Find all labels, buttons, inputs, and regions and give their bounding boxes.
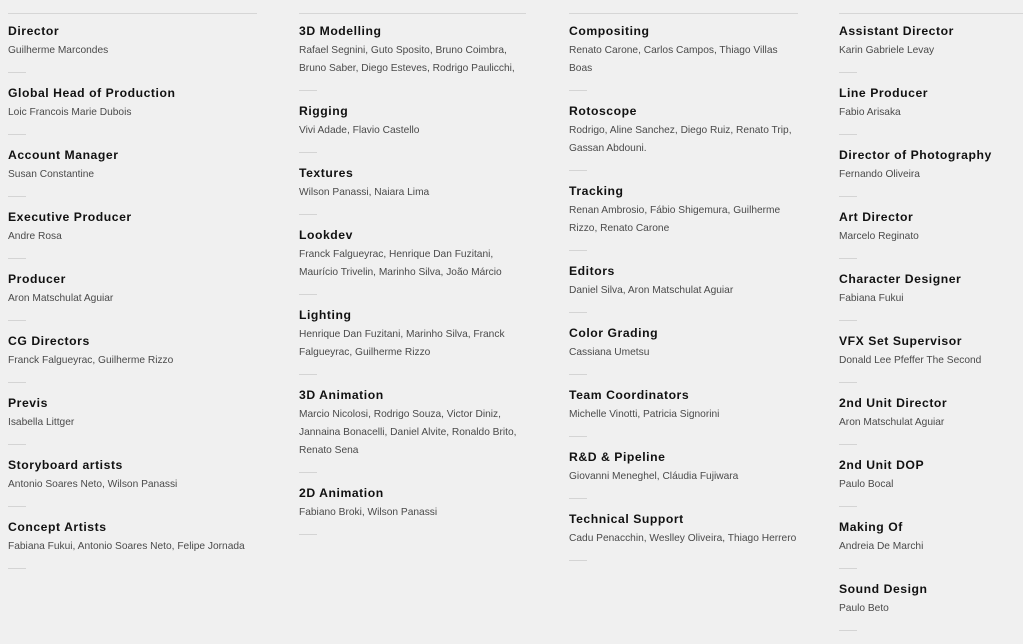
- credit-entry: [8, 272, 257, 321]
- credit-role: Lookdev: [299, 228, 353, 242]
- credit-role: Character Designer: [839, 272, 962, 286]
- separator: [839, 568, 857, 569]
- credit-entry: [569, 264, 798, 313]
- credit-entry: [839, 272, 1023, 321]
- credit-role: Team Coordinators: [569, 388, 690, 402]
- separator: [299, 90, 317, 91]
- credit-entry: [8, 334, 257, 383]
- credit-role: Account Manager: [8, 148, 119, 162]
- separator: [299, 294, 317, 295]
- credit-entry: [839, 24, 1023, 73]
- credit-role: Tracking: [569, 184, 624, 198]
- credit-entry: [299, 166, 526, 215]
- credit-role: Making Of: [839, 520, 903, 534]
- credit-names: Aron Matschulat Aguiar: [839, 417, 945, 428]
- credit-entry: [299, 228, 526, 295]
- credit-role: Art Director: [839, 210, 914, 224]
- credit-names: Rafael Segnini, Guto Sposito, Bruno Coimbra, Bruno Saber, Diego Esteves, Rodrigo Paulicchi,: [299, 45, 515, 74]
- separator: [839, 444, 857, 445]
- credit-names: Franck Falgueyrac, Henrique Dan Fuzitani, Maurício Trivelin, Marinho Silva, João Márcio: [299, 249, 502, 278]
- credit-role: Director: [8, 24, 60, 38]
- separator: [299, 374, 317, 375]
- credit-names: Guilherme Marcondes: [8, 45, 109, 56]
- credit-role: Color Grading: [569, 326, 659, 340]
- credit-entry: [569, 184, 798, 251]
- credit-names: Donald Lee Pfeffer The Second: [839, 355, 982, 366]
- separator: [569, 498, 587, 499]
- separator: [8, 568, 26, 569]
- credit-entry: [299, 104, 526, 153]
- credit-names: Henrique Dan Fuzitani, Marinho Silva, Franck Falgueyrac, Guilherme Rizzo: [299, 329, 505, 358]
- credit-entry: [839, 86, 1023, 135]
- credit-entry: [8, 396, 257, 445]
- credit-names: Renan Ambrosio, Fábio Shigemura, Guilherme Rizzo, Renato Carone: [569, 205, 781, 234]
- credit-names: Marcio Nicolosi, Rodrigo Souza, Victor Diniz, Jannaina Bonacelli, Daniel Alvite, Ronaldo Brito, Renato Sena: [299, 409, 517, 456]
- credit-entry: [839, 396, 1023, 445]
- credit-role: Storyboard artists: [8, 458, 123, 472]
- credit-role: 3D Modelling: [299, 24, 382, 38]
- credits-column-4: [839, 0, 1023, 644]
- credit-names: Susan Constantine: [8, 169, 95, 180]
- credit-entry: [8, 210, 257, 259]
- credit-entry: [299, 24, 526, 91]
- credit-names: Marcelo Reginato: [839, 231, 919, 242]
- credit-role: Technical Support: [569, 512, 684, 526]
- separator: [8, 506, 26, 507]
- credit-entry: [569, 450, 798, 499]
- separator: [8, 134, 26, 135]
- separator: [8, 382, 26, 383]
- separator: [8, 320, 26, 321]
- separator: [299, 152, 317, 153]
- credit-names: Antonio Soares Neto, Wilson Panassi: [8, 479, 178, 490]
- credit-entry: [839, 210, 1023, 259]
- credit-names: Franck Falgueyrac, Guilherme Rizzo: [8, 355, 174, 366]
- credit-role: Director of Photography: [839, 148, 992, 162]
- separator: [8, 444, 26, 445]
- credit-role: Global Head of Production: [8, 86, 176, 100]
- separator: [569, 560, 587, 561]
- credit-names: Cassiana Umetsu: [569, 347, 650, 358]
- credit-role: Sound Design: [839, 582, 928, 596]
- credit-role: Compositing: [569, 24, 650, 38]
- credit-names: Fernando Oliveira: [839, 169, 920, 180]
- credit-role: 2nd Unit DOP: [839, 458, 925, 472]
- credit-names: Isabella Littger: [8, 417, 75, 428]
- credit-names: Cadu Penacchin, Weslley Oliveira, Thiago Herrero: [569, 533, 797, 544]
- credit-names: Fabio Arisaka: [839, 107, 901, 118]
- separator: [299, 214, 317, 215]
- credit-role: Executive Producer: [8, 210, 132, 224]
- credit-names: Michelle Vinotti, Patricia Signorini: [569, 409, 720, 420]
- credit-names: Andreia De Marchi: [839, 541, 924, 552]
- credit-names: Wilson Panassi, Naiara Lima: [299, 187, 430, 198]
- credit-names: Rodrigo, Aline Sanchez, Diego Ruiz, Renato Trip, Gassan Abdouni.: [569, 125, 792, 154]
- separator: [8, 196, 26, 197]
- credit-role: Editors: [569, 264, 615, 278]
- credit-entry: [839, 582, 1023, 631]
- separator: [569, 436, 587, 437]
- separator: [839, 72, 857, 73]
- separator: [839, 196, 857, 197]
- credit-entry: [299, 388, 526, 473]
- separator: [8, 72, 26, 73]
- credits-column-3: [569, 0, 798, 574]
- credit-entry: [569, 104, 798, 171]
- credit-entry: [569, 326, 798, 375]
- credit-names: Vivi Adade, Flavio Castello: [299, 125, 420, 136]
- separator: [839, 134, 857, 135]
- credit-entry: [299, 486, 526, 535]
- credit-names: Renato Carone, Carlos Campos, Thiago Villas Boas: [569, 45, 778, 74]
- separator: [569, 90, 587, 91]
- credit-entry: [839, 148, 1023, 197]
- credit-entry: [569, 512, 798, 561]
- credit-entry: [8, 24, 257, 73]
- credit-role: Concept Artists: [8, 520, 107, 534]
- separator: [8, 258, 26, 259]
- credit-entry: [8, 458, 257, 507]
- credit-role: 2nd Unit Director: [839, 396, 948, 410]
- credit-names: Paulo Bocal: [839, 479, 894, 490]
- credits-column-2: [299, 0, 526, 548]
- credit-names: Fabiana Fukui, Antonio Soares Neto, Felipe Jornada: [8, 541, 245, 552]
- separator: [569, 312, 587, 313]
- credit-entry: [839, 458, 1023, 507]
- separator: [569, 250, 587, 251]
- credit-role: Textures: [299, 166, 354, 180]
- separator: [839, 506, 857, 507]
- credit-names: Giovanni Meneghel, Cláudia Fujiwara: [569, 471, 739, 482]
- credit-role: VFX Set Supervisor: [839, 334, 963, 348]
- credit-entry: [839, 334, 1023, 383]
- separator: [839, 630, 857, 631]
- credit-names: Karin Gabriele Levay: [839, 45, 935, 56]
- credit-entry: [569, 388, 798, 437]
- credit-role: Rigging: [299, 104, 349, 118]
- separator: [839, 320, 857, 321]
- separator: [839, 258, 857, 259]
- credit-entry: [8, 520, 257, 569]
- credit-role: Assistant Director: [839, 24, 954, 38]
- credit-names: Paulo Beto: [839, 603, 889, 614]
- credit-names: Fabiana Fukui: [839, 293, 904, 304]
- separator: [299, 534, 317, 535]
- credit-role: Line Producer: [839, 86, 929, 100]
- credit-role: Lighting: [299, 308, 352, 322]
- separator: [569, 170, 587, 171]
- separator: [839, 382, 857, 383]
- credit-role: Rotoscope: [569, 104, 637, 118]
- credit-entry: [299, 308, 526, 375]
- separator: [299, 472, 317, 473]
- credit-role: R&D & Pipeline: [569, 450, 666, 464]
- credit-role: CG Directors: [8, 334, 90, 348]
- credit-role: Producer: [8, 272, 66, 286]
- credit-entry: [569, 24, 798, 91]
- credit-names: Loic Francois Marie Dubois: [8, 107, 132, 118]
- credit-role: 3D Animation: [299, 388, 384, 402]
- credit-entry: [8, 148, 257, 197]
- credit-role: Previs: [8, 396, 48, 410]
- credit-names: Fabiano Broki, Wilson Panassi: [299, 507, 438, 518]
- credit-role: 2D Animation: [299, 486, 384, 500]
- credit-entry: [8, 86, 257, 135]
- credits-column-1: [8, 0, 257, 582]
- credit-names: Daniel Silva, Aron Matschulat Aguiar: [569, 285, 734, 296]
- credit-entry: [839, 520, 1023, 569]
- credit-names: Aron Matschulat Aguiar: [8, 293, 114, 304]
- separator: [569, 374, 587, 375]
- credit-names: Andre Rosa: [8, 231, 62, 242]
